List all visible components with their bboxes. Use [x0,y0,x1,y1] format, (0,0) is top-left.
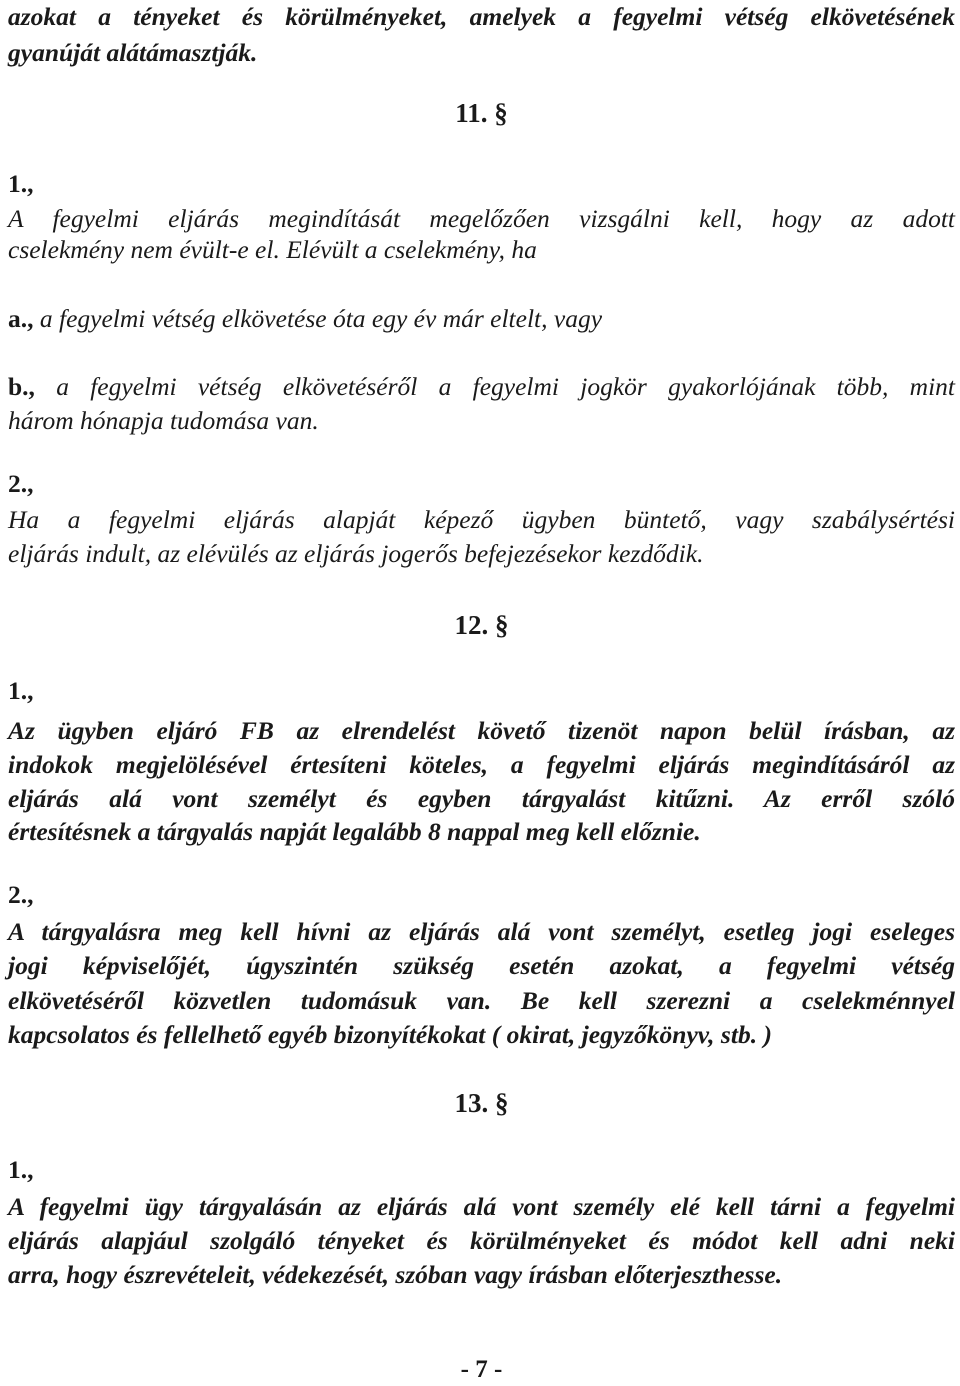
s12-p2-line-3: elkövetéséről közvetlen tudomásuk van. Be kell szerezni a cselekménnyel [8,986,955,1015]
s11-item-b-line-2: három hónapja tudomása van. [8,406,319,435]
s13-p1-line-1: A fegyelmi ügy tárgyalásán az eljárás alá vont személy elé kell tárni a fegyelmi [8,1192,955,1221]
s13-p1-line-2: eljárás alapjául szolgáló tényeket és körülményeket és módot kell adni neki [8,1226,955,1255]
s11-p2-line-1: Ha a fegyelmi eljárás alapját képező ügyben büntető, vagy szabálysértési [8,505,955,534]
carryover-line-2: gyanúját alátámasztják. [8,38,258,67]
s12-p2-line-4: kapcsolatos és fellelhető egyéb bizonyítékokat ( okirat, jegyzőkönyv, stb. ) [8,1020,772,1049]
section-13-heading: 13. § [454,1088,509,1118]
s12-p1-line-4: értesítésnek a tárgyalás napját legalább 8 nappal meg kell előznie. [8,817,701,846]
s11-p2-number: 2., [8,469,34,498]
s12-p2-line-1: A tárgyalásra meg kell hívni az eljárás alá vont személyt, esetleg jogi eseleges [8,917,955,946]
section-11-heading: 11. § [455,98,508,128]
s12-p2-number: 2., [8,880,34,909]
section-12-heading: 12. § [454,610,509,640]
s11-item-b-line-1 [8,371,955,403]
s12-p1-line-3: eljárás alá vont személyt és egyben tárgyalást kitűzni. Az erről szóló [8,784,955,813]
s12-p1-line-2: indokok megjelölésével értesíteni köteles, a fegyelmi eljárás megindításáról az [8,750,955,779]
s11-item-a [8,303,602,335]
s11-p1-line-1: A fegyelmi eljárás megindítását megelőzően vizsgálni kell, hogy az adott [8,204,955,233]
s13-p1-number: 1., [8,1155,34,1184]
carryover-line-1: azokat a tényeket és körülményeket, amelyek a fegyelmi vétség elkövetésének [8,2,955,31]
s11-p1-line-2: cselekmény nem évült-e el. Elévült a cselekmény, ha [8,235,537,264]
page-number: - 7 - [460,1356,503,1383]
s12-p1-number: 1., [8,676,34,705]
s11-p1-number: 1., [8,169,34,198]
item-a-text: a fegyelmi vétség elkövetése óta egy év már eltelt, vagy [33,304,603,333]
s11-p2-line-2: eljárás indult, az elévülés az eljárás jogerős befejezésekor kezdődik. [8,539,704,568]
item-b-marker: b., [8,372,35,401]
item-b-text-1: a fegyelmi vétség elkövetéséről a fegyelmi jogkör gyakorlójának több, mint [34,372,955,401]
s13-p1-line-3: arra, hogy észrevételeit, védekezését, szóban vagy írásban előterjeszthesse. [8,1260,783,1289]
s12-p1-line-1: Az ügyben eljáró FB az elrendelést követő tizenöt napon belül írásban, az [8,716,955,745]
item-a-marker: a., [8,304,34,333]
s12-p2-line-2: jogi képviselőjét, úgyszintén szükség esetén azokat, a fegyelmi vétség [8,951,955,980]
